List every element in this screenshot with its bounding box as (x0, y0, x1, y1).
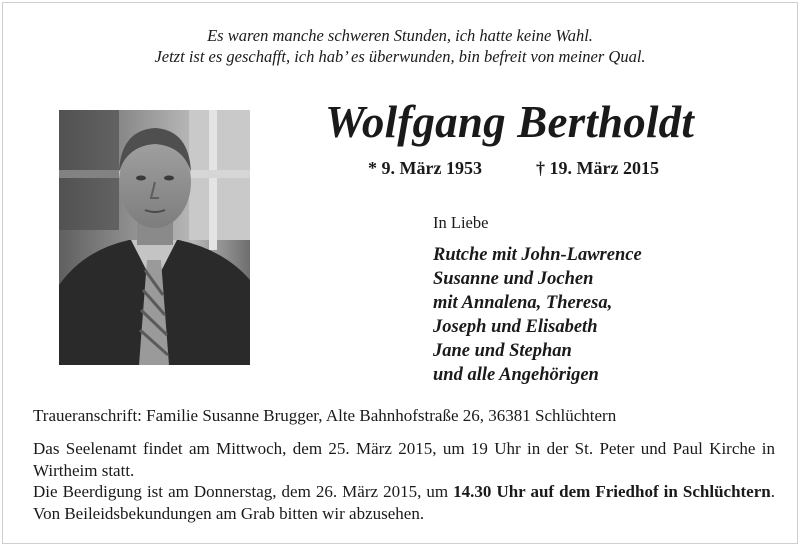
mourner-line: Jane und Stephan (433, 341, 572, 361)
obituary-notice (2, 2, 798, 544)
burial-text (33, 481, 775, 524)
burial-text-suffix: . Von Beileidsbekundungen am Grab bitten wir abzusehen. (33, 482, 775, 523)
death-date: † 19. März 2015 (536, 158, 659, 178)
portrait-photo (59, 110, 250, 365)
requiem-text: Das Seelenamt findet am Mittwoch, dem 25. März 2015, um 19 Uhr in der St. Peter und Paul Kirche in Wirtheim statt. (33, 439, 775, 480)
mourners-list (433, 243, 642, 387)
mourner-line: mit Annalena, Theresa, (433, 293, 613, 313)
mourner-line: Rutche mit John-Lawrence (433, 245, 642, 265)
mourner-line: Susanne und Jochen (433, 269, 594, 289)
mourner-line: Joseph und Elisabeth (433, 317, 598, 337)
service-info (33, 438, 775, 524)
memorial-verse (3, 25, 797, 67)
mourner-line: und alle Angehörigen (433, 365, 599, 385)
mourners-intro: In Liebe (433, 213, 489, 232)
burial-text-prefix: Die Beerdigung ist am Donnerstag, dem 26. März 2015, um (33, 482, 454, 501)
burial-time-place: 14.30 Uhr auf dem Friedhof in Schlüchtern (453, 482, 771, 501)
verse-line-1: Es waren manche schweren Stunden, ich hatte keine Wahl. (207, 26, 593, 45)
verse-line-2: Jetzt ist es geschafft, ich hab’ es überwunden, bin befreit von meiner Qual. (154, 47, 646, 66)
deceased-name: Wolfgang Bertholdt (325, 97, 695, 147)
mourning-address: Traueranschrift: Familie Susanne Brugger, Alte Bahnhofstraße 26, 36381 Schlüchtern (33, 406, 617, 425)
birth-date: * 9. März 1953 (368, 158, 482, 178)
